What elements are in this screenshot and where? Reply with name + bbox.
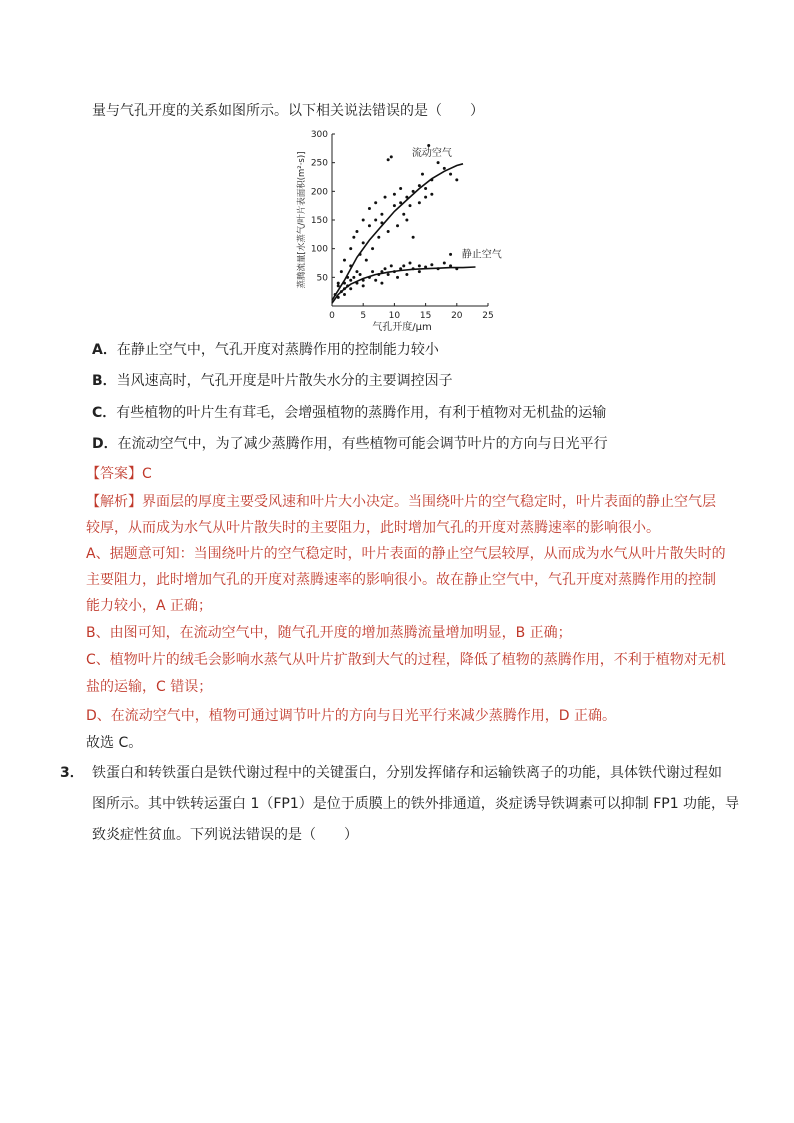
data-point [384, 196, 387, 199]
option-a-text: 在静止空气中，气孔开度对蒸腾作用的控制能力较小 [116, 342, 439, 358]
question-3-number: 3． [60, 765, 84, 781]
x-tick-label: 25 [482, 311, 494, 321]
y-tick-label: 300 [310, 130, 328, 140]
data-point [455, 178, 458, 181]
data-point [362, 219, 365, 222]
series-label: 流动空气 [411, 147, 452, 159]
data-point [374, 219, 377, 222]
question-3-line-2: 图所示。其中铁转运蛋白 1（FP1）是位于质膜上的铁外排通道，炎症诱导铁调素可以抑制 FP1 功能，导 [92, 796, 740, 812]
analysis-line-7: C、植物叶片的绒毛会影响水蒸气从叶片扩散到大气的过程，降低了植物的蒸腾作用，不利于植物对无机 [86, 652, 726, 668]
x-axis-label: 气孔开度/μm [372, 322, 432, 332]
data-point [418, 184, 421, 187]
analysis-line-9: D、在流动空气中，植物可通过调节叶片的方向与日光平行来减少蒸腾作用，D 正确。 [86, 708, 617, 724]
option-a [92, 340, 439, 360]
data-point [355, 270, 358, 273]
option-c-text: 有些植物的叶片生有茸毛，会增强植物的蒸腾作用，有利于植物对无机盐的运输 [116, 405, 607, 421]
data-point [402, 213, 405, 216]
option-c [92, 403, 606, 423]
data-point [449, 173, 452, 176]
data-point [409, 204, 412, 207]
data-point [343, 293, 346, 296]
data-point [443, 262, 446, 265]
y-tick-label: 100 [310, 244, 328, 255]
data-point [352, 236, 355, 239]
analysis-tag: 【解析】 [86, 494, 142, 510]
data-point [412, 236, 415, 239]
option-b-text: 当风速高时，气孔开度是叶片散失水分的主要调控因子 [116, 373, 453, 389]
data-point [368, 207, 371, 210]
question-3-line-3: 致炎症性贫血。下列说法错误的是（ ） [92, 827, 358, 843]
y-tick-label: 150 [310, 216, 328, 226]
x-tick-label: 10 [388, 311, 401, 321]
data-point [437, 161, 440, 164]
analysis-line-1 [86, 492, 716, 512]
data-point [380, 282, 383, 285]
data-point [390, 155, 393, 158]
y-tick-label: 200 [310, 187, 328, 198]
data-point [352, 276, 355, 279]
data-point [374, 201, 377, 204]
question-intro: 量与气孔开度的关系如图所示。以下相关说法错误的是（ ） [92, 103, 484, 119]
data-point [405, 219, 408, 222]
data-point [424, 187, 427, 190]
question-3-line-1: 铁蛋白和转铁蛋白是铁代谢过程中的关键蛋白，分别发挥储存和运输铁离子的功能，具体铁代谢过程如 [92, 765, 722, 781]
answer-line [86, 464, 152, 484]
data-point [368, 224, 371, 227]
data-point [418, 270, 421, 273]
x-tick-label: 15 [419, 311, 432, 321]
data-point [362, 241, 365, 244]
data-point [337, 284, 340, 287]
data-point [343, 259, 346, 262]
analysis-line-5: 能力较小，A 正确； [86, 598, 213, 614]
trend-line [332, 267, 476, 303]
y-axis-label: 蒸腾流量[水蒸气/叶片表面积(m²·s)] [297, 151, 307, 289]
analysis-line-3: A、据题意可知：当围绕叶片的空气稳定时，叶片表面的静止空气层较厚，从而成为水气从叶片散失时的 [86, 546, 726, 562]
data-point [355, 230, 358, 233]
data-point [387, 158, 390, 161]
analysis-text: 界面层的厚度主要受风速和叶片大小决定。当围绕叶片的空气稳定时，叶片表面的静止空气层 [142, 494, 716, 510]
data-point [362, 284, 365, 287]
data-point [449, 253, 452, 256]
x-tick-label: 0 [329, 311, 335, 321]
answer-value: C [142, 466, 152, 482]
data-point [349, 279, 352, 282]
data-point [387, 273, 390, 276]
option-a-label: A． [92, 342, 117, 358]
data-point [390, 264, 393, 267]
data-point [349, 247, 352, 250]
option-d-label: D． [92, 436, 118, 452]
data-point [365, 259, 368, 262]
analysis-conclusion: 故选 C。 [86, 735, 143, 751]
data-point [396, 224, 399, 227]
data-point [399, 187, 402, 190]
data-point [343, 282, 346, 285]
data-point [371, 247, 374, 250]
data-point [418, 264, 421, 267]
analysis-line-8: 盐的运输，C 错误； [86, 679, 213, 695]
data-point [405, 273, 408, 276]
data-point [334, 293, 337, 296]
analysis-line-6: B、由图可知，在流动空气中，随气孔开度的增加蒸腾流量增加明显，B 正确； [86, 625, 572, 641]
option-b [92, 371, 453, 391]
x-tick-label: 20 [451, 311, 463, 321]
analysis-line-4: 主要阻力，此时增加气孔的开度对蒸腾速率的影响很小。故在静止空气中，气孔开度对蒸腾作用的控制 [86, 572, 716, 588]
data-point [443, 167, 446, 170]
analysis-line-2: 较厚，从而成为水气从叶片散失时的主要阻力，此时增加气孔的开度对蒸腾速率的影响很小。 [86, 520, 660, 536]
y-tick-label: 50 [316, 273, 328, 284]
data-point [349, 287, 352, 290]
data-point [340, 270, 343, 273]
answer-tag: 【答案】 [86, 466, 142, 482]
y-tick-label: 250 [310, 158, 328, 169]
data-point [430, 193, 433, 196]
data-point [402, 264, 405, 267]
transpiration-scatter-chart [290, 126, 510, 332]
data-point [393, 204, 396, 207]
data-point [409, 262, 412, 265]
data-point [396, 276, 399, 279]
option-b-label: B． [92, 373, 117, 389]
data-point [430, 263, 433, 266]
series-label: 静止空气 [461, 249, 502, 261]
data-point [359, 273, 362, 276]
data-point [377, 236, 380, 239]
data-point [421, 173, 424, 176]
data-point [384, 267, 387, 270]
option-c-label: C． [92, 405, 117, 421]
data-point [387, 230, 390, 233]
option-d-text: 在流动空气中，为了减少蒸腾作用，有些植物可能会调节叶片的方向与日光平行 [117, 436, 608, 452]
x-tick-label: 5 [360, 311, 367, 321]
data-point [337, 282, 340, 285]
data-point [427, 144, 430, 147]
data-point [393, 193, 396, 196]
data-point [371, 270, 374, 273]
option-d [92, 434, 608, 454]
data-point [380, 213, 383, 216]
data-point [374, 279, 377, 282]
data-point [418, 201, 421, 204]
data-point [424, 196, 427, 199]
